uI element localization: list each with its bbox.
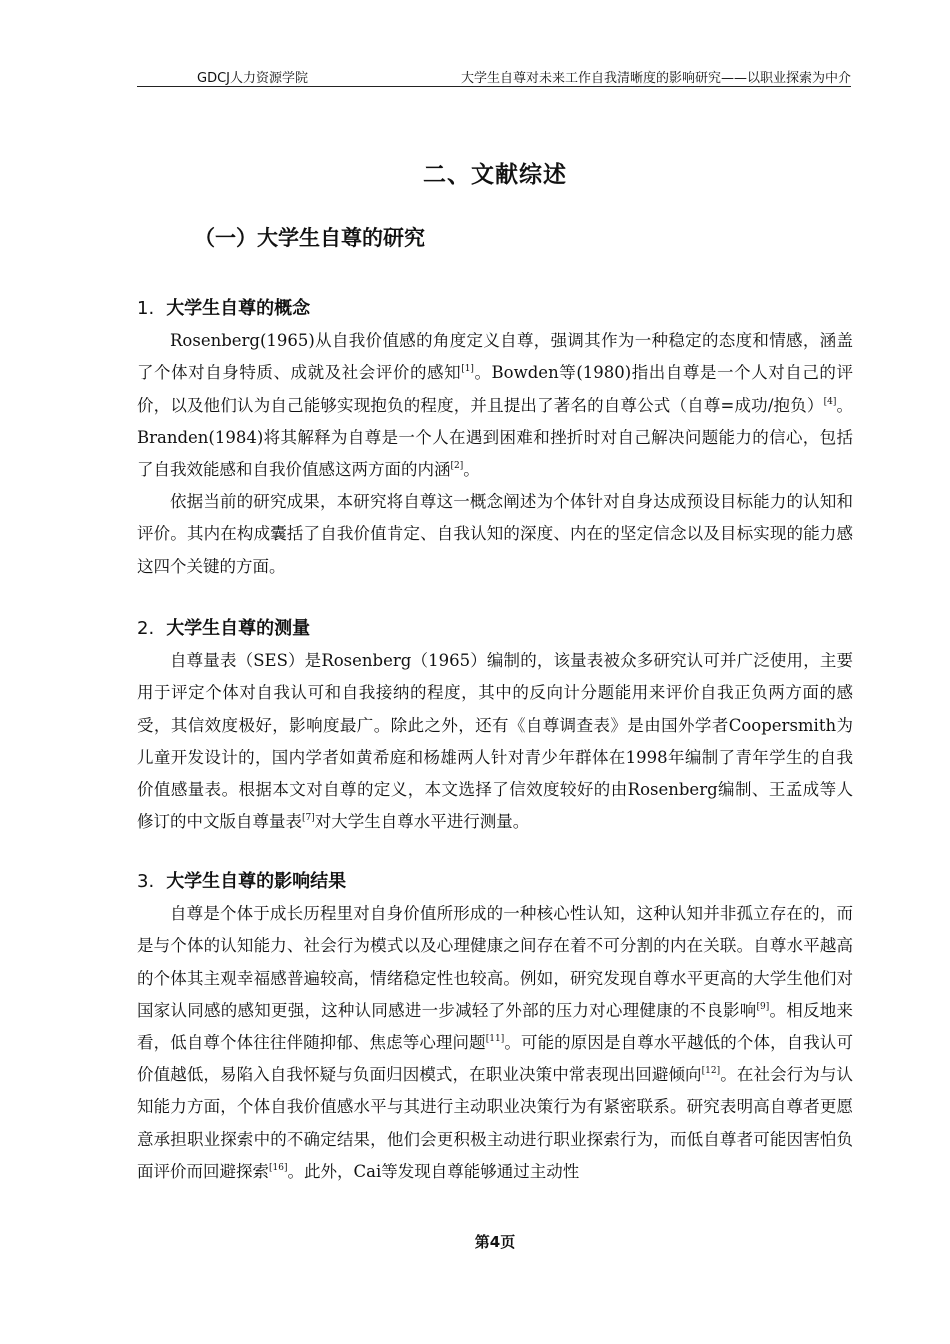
text-run: 。可能的原因是自尊水平越低的个体，自我认可价值越低，易陷入自我怀疑与负面归因模式，在职业决策中常表现出回避倾向 [137, 1033, 854, 1085]
text-run: Rosenberg(1965)从自我价值感的角度定义自尊，强调其作为一种稳定的态度和情感，涵盖了个体对自身特质、成就及社会评价的感知 [137, 331, 853, 383]
citation: [1] [461, 364, 474, 375]
subsection-number: 1. [137, 298, 155, 319]
page-number: 第4页 [474, 1233, 516, 1251]
paragraph: 依据当前的研究成果，本研究将自尊这一概念阐述为个体针对自身达成预设目标能力的认知和评价。其内在构成囊括了自我价值肯定、自我认知的深度、内在的坚定信念以及目标实现的能力感这四个关键的方面。 [137, 492, 853, 576]
text-run: 对大学生自尊水平进行测量。 [314, 812, 530, 832]
subsection-measurement [137, 613, 853, 838]
text-run: 。在社会行为与认知能力方面，个体自我价值感水平与其进行主动职业决策行为有紧密联系。研究表明高自尊者更愿意承担职业探索中的不确定结果，他们会更积极主动进行职业探索行为，而低自尊者可能因害怕负面评价而回避探索 [137, 1065, 854, 1181]
subsection-heading [137, 293, 853, 325]
citation: [16] [269, 1162, 288, 1173]
subsection-outcomes [137, 866, 853, 1188]
citation: [4] [823, 396, 837, 407]
subsection-concept [137, 293, 853, 583]
text-run: 。Bowden等(1980)指出自尊是一个人对自己的评价，以及他们认为自己能够实现抱负的程度，并且提出了著名的自尊公式（自尊=成功/抱负） [137, 363, 853, 415]
section-title: （一）大学生自尊的研究 [194, 226, 425, 250]
text-run: 。相反地来看，低自尊个体往往伴随抑郁、焦虑等心理问题 [137, 1000, 854, 1053]
citation: [9] [756, 1001, 770, 1012]
running-header [137, 66, 851, 87]
text-run: 。此外，Cai等发现自尊能够通过主动性 [287, 1161, 580, 1181]
text-run: 自尊是个体于成长历程里对自身价值所形成的一种核心性认知，这种认知并非孤立存在的，而是与个体的认知能力、社会行为模式以及心理健康之间存在着不可分割的内在关联。自尊水平越高的个体其主观幸福感普遍较高，情绪稳定性也较高。例如，研究发现自尊水平更高的大学生他们对国家认同感的感知更强，这种认同感进一步减轻了外部的压力对心理健康的不良影响 [137, 904, 853, 1020]
text-run: 自尊量表（SES）是Rosenberg（1965）编制的，该量表被众多研究认可并广泛使用，主要用于评定个体对自我认可和自我接纳的程度，其中的反向计分题能用来评价自我正负两方面的感受，其信效度极好，影响度最广。除此之外，还有《自尊调查表》是由国外学者Coopersmith为儿童开发设计的，国内学者如黄希庭和杨雄两人针对青少年群体在1998年编制了青年学生的自我价值感量表。根据本文对自尊的定义，本文选择了信效度较好的由Rosenberg编制、王孟成等人修订的中文版自尊量表 [137, 651, 853, 832]
subsection-number: 2. [137, 618, 155, 639]
subsection-heading [137, 866, 853, 898]
paragraph [137, 898, 853, 1188]
citation: [12] [701, 1066, 721, 1077]
chapter-title: 二、文献综述 [423, 162, 567, 188]
header-institution: GDCJ人力资源学院 [197, 71, 308, 86]
subsection-title: 大学生自尊的测量 [166, 618, 311, 639]
citation: [2] [450, 461, 464, 472]
text-run: 。 [463, 460, 480, 480]
paragraph [137, 645, 853, 838]
subsection-title: 大学生自尊的概念 [166, 298, 311, 319]
subsection-heading [137, 613, 853, 645]
citation: [11] [485, 1034, 505, 1045]
text-run: 。Branden(1984)将其解释为自尊是一个人在遇到困难和挫折时对自己解决问题能力的信心，包括了自我效能感和自我价值感这两方面的内涵 [137, 395, 853, 480]
subsection-number: 3. [137, 871, 155, 892]
citation: [7] [302, 813, 315, 824]
header-thesis-title: 大学生自尊对未来工作自我清晰度的影响研究——以职业探索为中介 [460, 71, 851, 86]
subsection-title: 大学生自尊的影响结果 [166, 871, 347, 892]
paragraph [137, 325, 853, 486]
